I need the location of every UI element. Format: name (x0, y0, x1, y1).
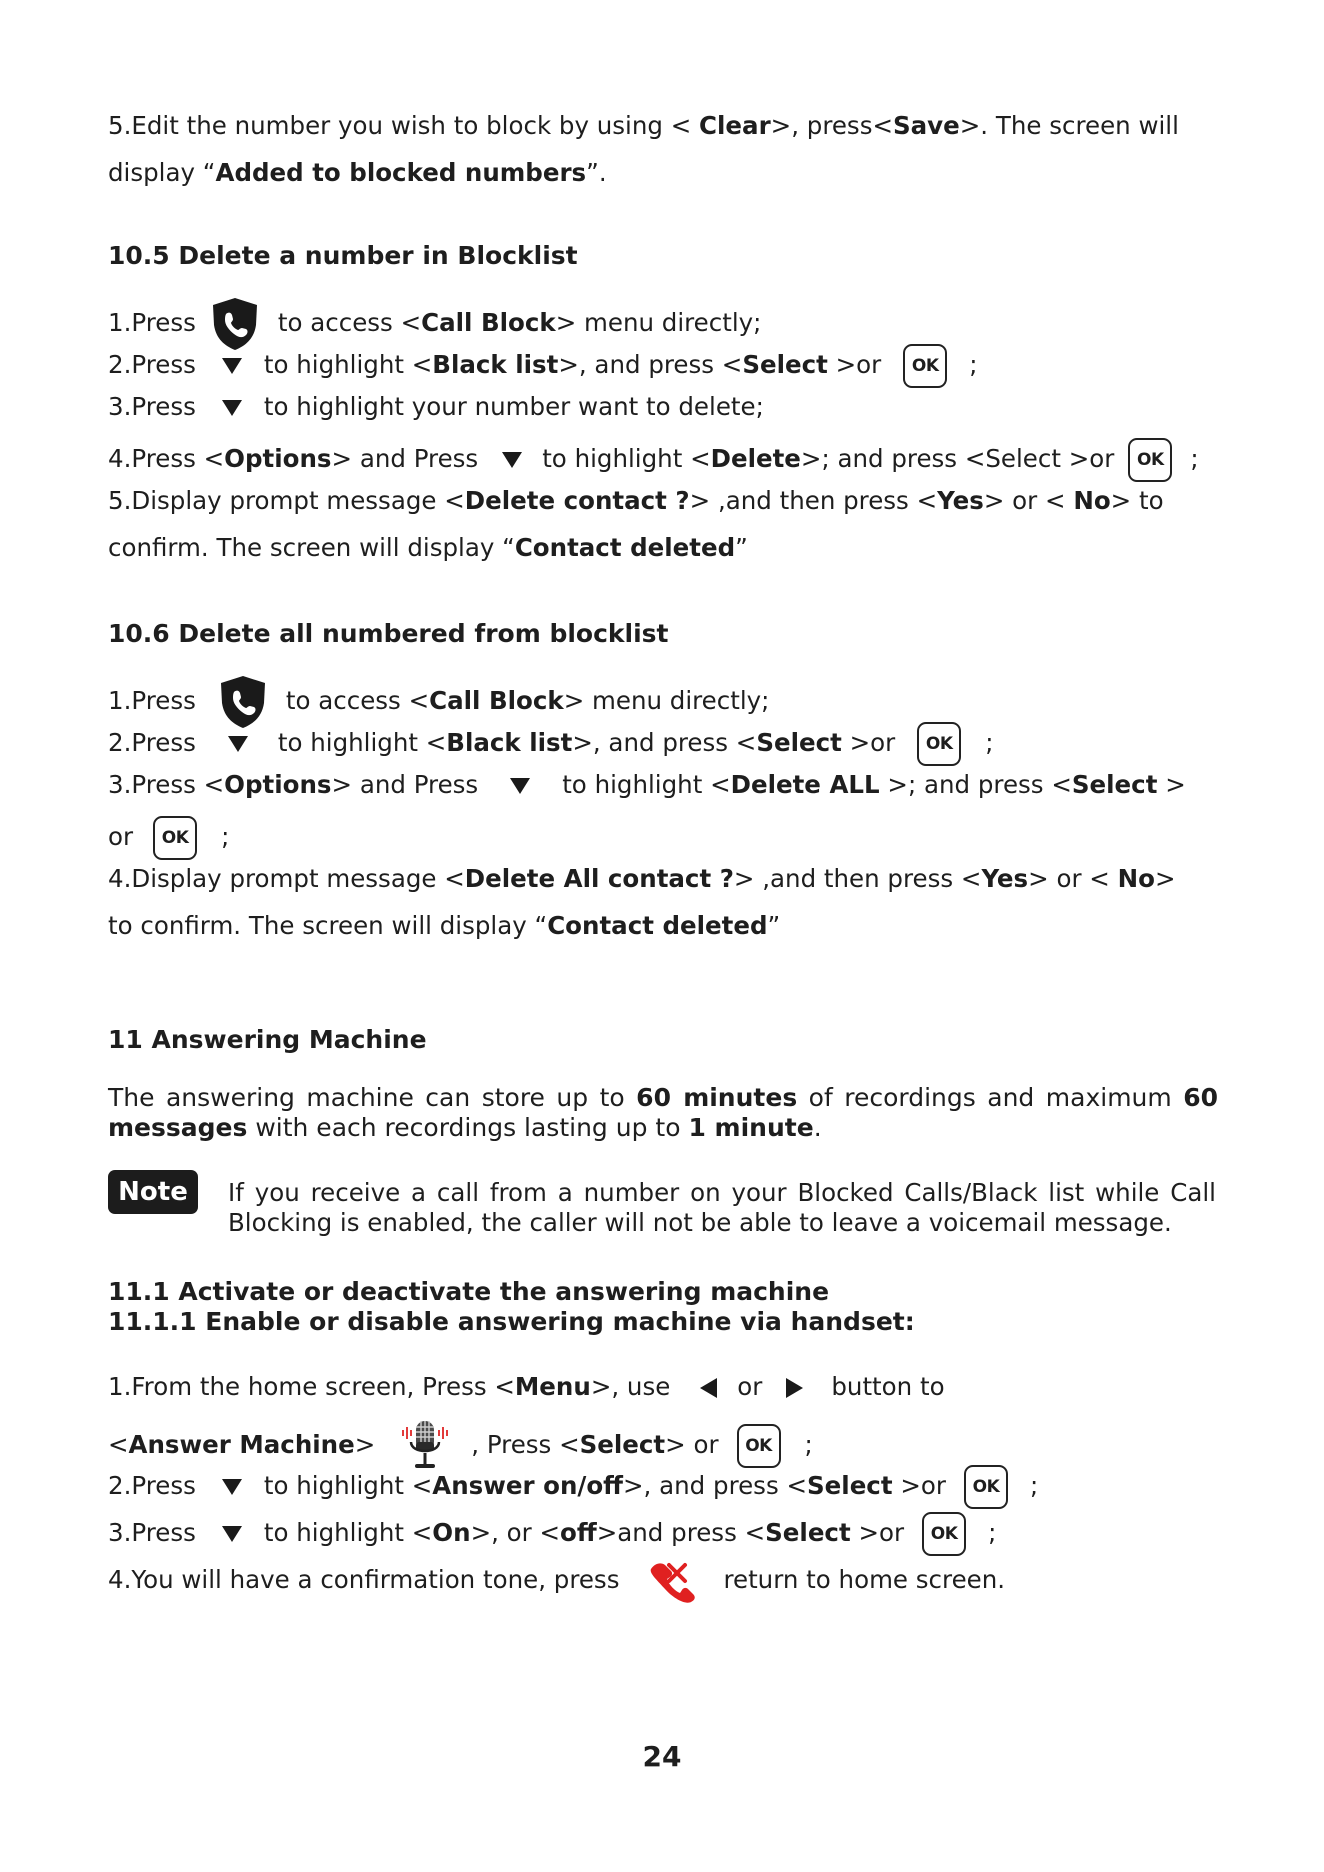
s111-step-4: 4.You will have a confirmation tone, press return to home screen. (108, 1559, 1218, 1591)
step-5-display-text: display “Added to blocked numbers”. (108, 158, 607, 187)
down-arrow-key-icon (222, 1526, 242, 1542)
ok-key-icon: OK (737, 1424, 781, 1468)
ok-key-icon: OK (153, 816, 197, 860)
s105-step-4: 4.Press <Options> and Press to highlight <Delete>; and press <Select >or OK ; (108, 438, 1218, 470)
call-block-shield-icon (218, 675, 268, 729)
s105-step-5: 5.Display prompt message <Delete contact ?> ,and then press <Yes> or < No> to (108, 486, 1164, 515)
s106-step-3-cont: or OK ; (108, 816, 1218, 848)
s111-step-3: 3.Press to highlight <On>, or <off>and press <Select >or OK ; (108, 1512, 1218, 1544)
end-call-icon (649, 1559, 697, 1603)
s106-step-4: 4.Display prompt message <Delete All contact ?> ,and then press <Yes> or < No> (108, 864, 1176, 893)
answering-machine-intro: The answering machine can store up to 60 minutes of recordings and maximum 60 messages with each recordings lasting up to 1 minute. (108, 1083, 1219, 1142)
ok-key-icon: OK (1128, 438, 1172, 482)
ok-key-icon: OK (917, 722, 961, 766)
s106-step-3: 3.Press <Options> and Press to highlight <Delete ALL >; and press <Select > (108, 770, 1186, 799)
section-11-heading: 11 Answering Machine (108, 1025, 427, 1054)
note-badge: Note (108, 1170, 198, 1214)
ok-key-icon: OK (964, 1465, 1008, 1509)
s105-step-2: 2.Press to highlight <Black list>, and press <Select >or OK ; (108, 344, 1218, 376)
left-arrow-key-icon (700, 1378, 717, 1398)
page-number: 24 (642, 1740, 682, 1773)
down-arrow-key-icon (510, 778, 530, 794)
step-5-edit-number: 5.Edit the number you wish to block by using < Clear>, press<Save>. The screen will (108, 111, 1179, 140)
s105-step-3: 3.Press to highlight your number want to delete; (108, 392, 764, 421)
down-arrow-key-icon (222, 1479, 242, 1495)
s111-step-1-cont: <Answer Machine> , Press <Select> or OK ; (108, 1418, 1218, 1450)
note-text: If you receive a call from a number on your Blocked Calls/Black list while Call Blocking is enabled, the caller will not be able to leave a voicemail message. (228, 1178, 1216, 1237)
down-arrow-key-icon (228, 736, 248, 752)
right-arrow-key-icon (786, 1378, 803, 1398)
section-11-1-1-heading: 11.1.1 Enable or disable answering machine via handset: (108, 1307, 915, 1336)
down-arrow-key-icon (222, 358, 242, 374)
section-11-1-heading: 11.1 Activate or deactivate the answering machine (108, 1277, 830, 1306)
s106-step-4-cont: to confirm. The screen will display “Contact deleted” (108, 911, 781, 940)
s106-step-2: 2.Press to highlight <Black list>, and press <Select >or OK ; (108, 722, 1218, 754)
section-10-6-heading: 10.6 Delete all numbered from blocklist (108, 619, 669, 648)
s105-step-1: 1.Press to access <Call Block> menu directly; (108, 297, 1218, 329)
s111-step-1: 1.From the home screen, Press <Menu>, use or button to (108, 1372, 945, 1401)
ok-key-icon: OK (903, 344, 947, 388)
down-arrow-key-icon (222, 400, 242, 416)
down-arrow-key-icon (502, 452, 522, 468)
s105-step-5-cont: confirm. The screen will display “Contact deleted” (108, 533, 748, 562)
call-block-shield-icon (210, 297, 260, 351)
ok-key-icon: OK (922, 1512, 966, 1556)
s111-step-2: 2.Press to highlight <Answer on/off>, and press <Select >or OK ; (108, 1465, 1218, 1497)
section-10-5-heading: 10.5 Delete a number in Blocklist (108, 241, 578, 270)
s106-step-1: 1.Press to access <Call Block> menu directly; (108, 675, 1218, 707)
